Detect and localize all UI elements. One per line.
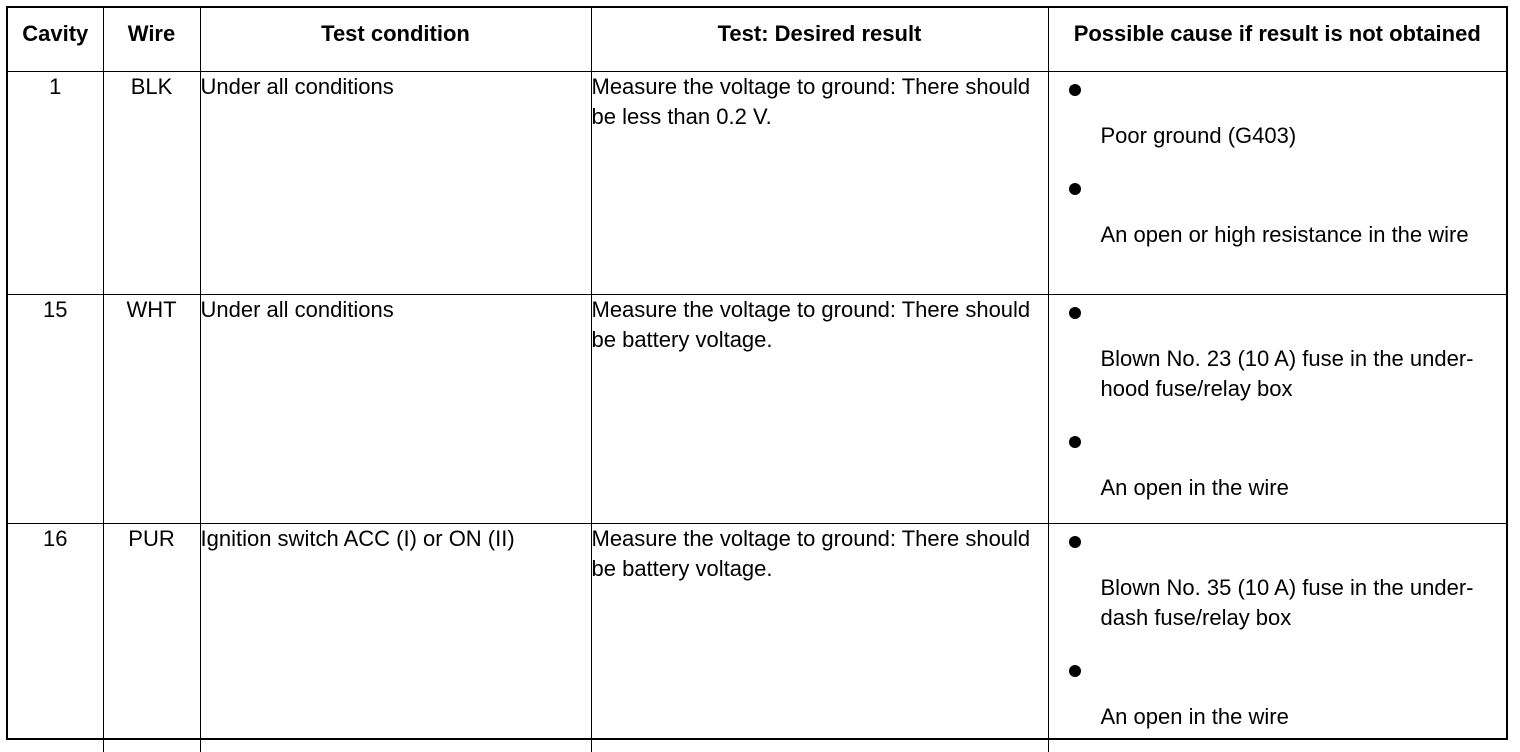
wire-cell: PUR <box>103 523 200 752</box>
possible-cause-cell <box>1048 294 1506 523</box>
test-condition-cell: Under all conditions <box>200 71 591 294</box>
wire-cell: WHT <box>103 294 200 523</box>
header-possible-cause: Possible cause if result is not obtained <box>1048 8 1506 71</box>
bullet-dot-icon <box>1069 84 1081 96</box>
bullet-dot-icon <box>1069 665 1081 677</box>
header-cavity: Cavity <box>8 8 103 71</box>
cause-text: Blown No. 23 (10 A) fuse in the under-hood fuse/relay box <box>1100 345 1474 401</box>
possible-cause-cell <box>1048 71 1506 294</box>
desired-result-cell: Measure the voltage to ground: There should be less than 0.2 V. <box>591 71 1048 294</box>
cavity-cell: 1 <box>8 71 103 294</box>
cause-item <box>1049 424 1507 523</box>
header-desired-result: Test: Desired result <box>591 8 1048 71</box>
cause-text: An open in the wire <box>1100 474 1289 500</box>
cause-item <box>1049 171 1507 270</box>
cause-text: An open in the wire <box>1100 703 1289 729</box>
test-condition-cell: Ignition switch ACC (I) or ON (II) <box>200 523 591 752</box>
cause-text: Blown No. 35 (10 A) fuse in the under-dash fuse/relay box <box>1100 574 1474 630</box>
table-row <box>8 523 1506 752</box>
cause-item <box>1049 524 1507 653</box>
cause-item <box>1049 653 1507 752</box>
header-test-condition: Test condition <box>200 8 591 71</box>
bullet-dot-icon <box>1069 436 1081 448</box>
desired-result-cell: Measure the voltage to ground: There should be battery voltage. <box>591 523 1048 752</box>
possible-cause-cell <box>1048 523 1506 752</box>
cavity-cell: 15 <box>8 294 103 523</box>
header-wire: Wire <box>103 8 200 71</box>
bullet-dot-icon <box>1069 536 1081 548</box>
diagnostic-table-frame <box>6 6 1508 740</box>
diagnostic-table <box>8 8 1506 752</box>
cause-text: An open or high resistance in the wire <box>1100 221 1469 247</box>
cause-text: Poor ground (G403) <box>1100 122 1297 148</box>
cause-item <box>1049 295 1507 424</box>
table-row <box>8 294 1506 523</box>
cause-item <box>1049 72 1507 171</box>
wire-cell: BLK <box>103 71 200 294</box>
cavity-cell: 16 <box>8 523 103 752</box>
desired-result-cell: Measure the voltage to ground: There should be battery voltage. <box>591 294 1048 523</box>
bullet-dot-icon <box>1069 183 1081 195</box>
bullet-dot-icon <box>1069 307 1081 319</box>
table-row <box>8 71 1506 294</box>
header-row <box>8 8 1506 71</box>
test-condition-cell: Under all conditions <box>200 294 591 523</box>
